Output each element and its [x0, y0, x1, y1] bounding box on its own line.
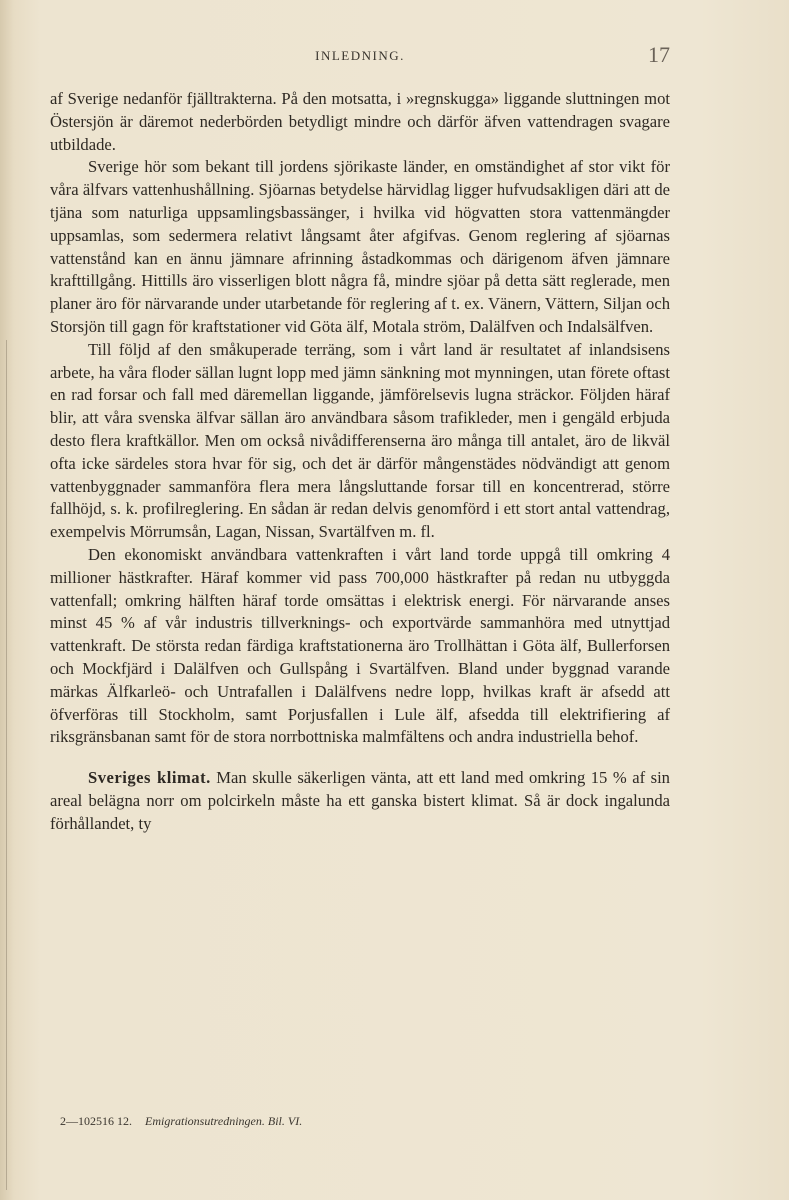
section-text: Man skulle säkerligen vänta, att ett land med omkring 15 % af sin areal belägna norr om polcirkeln måste ha ett ganska bistert klimat. Så är dock ingalunda förhållandet, ty	[50, 768, 670, 833]
paragraph-4: Den ekonomiskt användbara vattenkraften i vårt land torde uppgå till omkring 4 millioner hästkrafter. Häraf kommer vid pass 700,000 hästkrafter på redan nu utbyggda vattenfall; omkring hälften häraf torde omsättas i elektrisk energi. För närvarande anses minst 45 % af vår industris tillverknings- och exportvärde sammanhöra med utnyttjad vattenkraft. De största redan färdiga kraftstationerna äro Trollhättan i Göta älf, Bullerforsen och Mockfjärd i Dalälfven och Gullspång i Svartälfven. Bland under byggnad varande märkas Älfkarleö- och Untrafallen i Dalälfvens nedre lopp, hvilkas kraft är afsedd att öfverföras till Stockholm, samt Porjusfallen i Lule älf, afsedda till elektrifiering af riksgränsbanan samt för de stora norrbottniska malmfältens och andra industriella behof.	[50, 544, 670, 747]
section-paragraph	[50, 767, 670, 835]
binding-edge	[6, 340, 7, 1190]
paragraph-2: Sverige hör som bekant till jordens sjörikaste länder, en omständighet af stor vikt för våra älfvars vattenhushållning. Sjöarnas betydelse härvidlag ligger hufvudsakligen däri att de tjäna som naturliga uppsamlingsbassänger, i hvilka vid högvatten stora vattenmängder uppsamlas, som sedermera relativt långsamt åter afgifvas. Genom reglering af sjöarnas vattenstånd kan en ännu jämnare afrinning åstadkommas och därigenom äfven jämnare krafttillgång. Hittills äro visserligen blott några få, mindre sjöar på detta sätt reglerade, men planer äro för närvarande under utarbetande för reglering af t. ex. Vänern, Vättern, Siljan och Storsjön till gagn för kraftstationer vid Göta älf, Motala ström, Dalälfven och Indalsälfven.	[50, 157, 670, 336]
publication-reference: Emigrationsutredningen. Bil. VI.	[145, 1114, 303, 1128]
paragraph-3: Till följd af den småkuperade terräng, som i vårt land är resultatet af inlandsisens arbete, ha våra floder sällan lugnt lopp med jämn sänkning mot mynningen, utan förete oftast en rad forsar och fall med däremellan liggande, jämförelsevis lugna sträckor. Följden häraf blir, att våra svenska älfvar sällan äro användbara såsom trafikleder, men i gengäld erbjuda desto flera kraftkällor. Men om också nivådifferenserna äro många till antalet, äro de likväl ofta icke särdeles stora hvar för sig, och det är därför mångenstädes nödvändigt att genom vattenbyggnader sammanföra flera mera långsluttande forsar till en koncentrerad, större fallhöjd, s. k. profilreglering. En sådan är redan delvis genomförd i ett stort antal vattendrag, exempelvis Mörrumsån, Lagan, Nissan, Svartälfven m. fl.	[50, 339, 670, 542]
body-text	[50, 88, 670, 836]
running-head: INLEDNING.	[315, 48, 405, 63]
paragraph-1: af Sverige nedanför fjälltrakterna. På den motsatta, i »regnskugga» liggande sluttningen mot Östersjön är däremot nederbörden betydligt mindre och därför äfven vattendragen svagare utbildade.	[50, 89, 670, 154]
section-heading: Sveriges klimat.	[88, 768, 211, 788]
printer-signature: 2—102516 12.	[60, 1114, 132, 1128]
page-header	[50, 42, 670, 74]
page-footer	[60, 1114, 660, 1129]
page-number: 17	[648, 42, 670, 67]
